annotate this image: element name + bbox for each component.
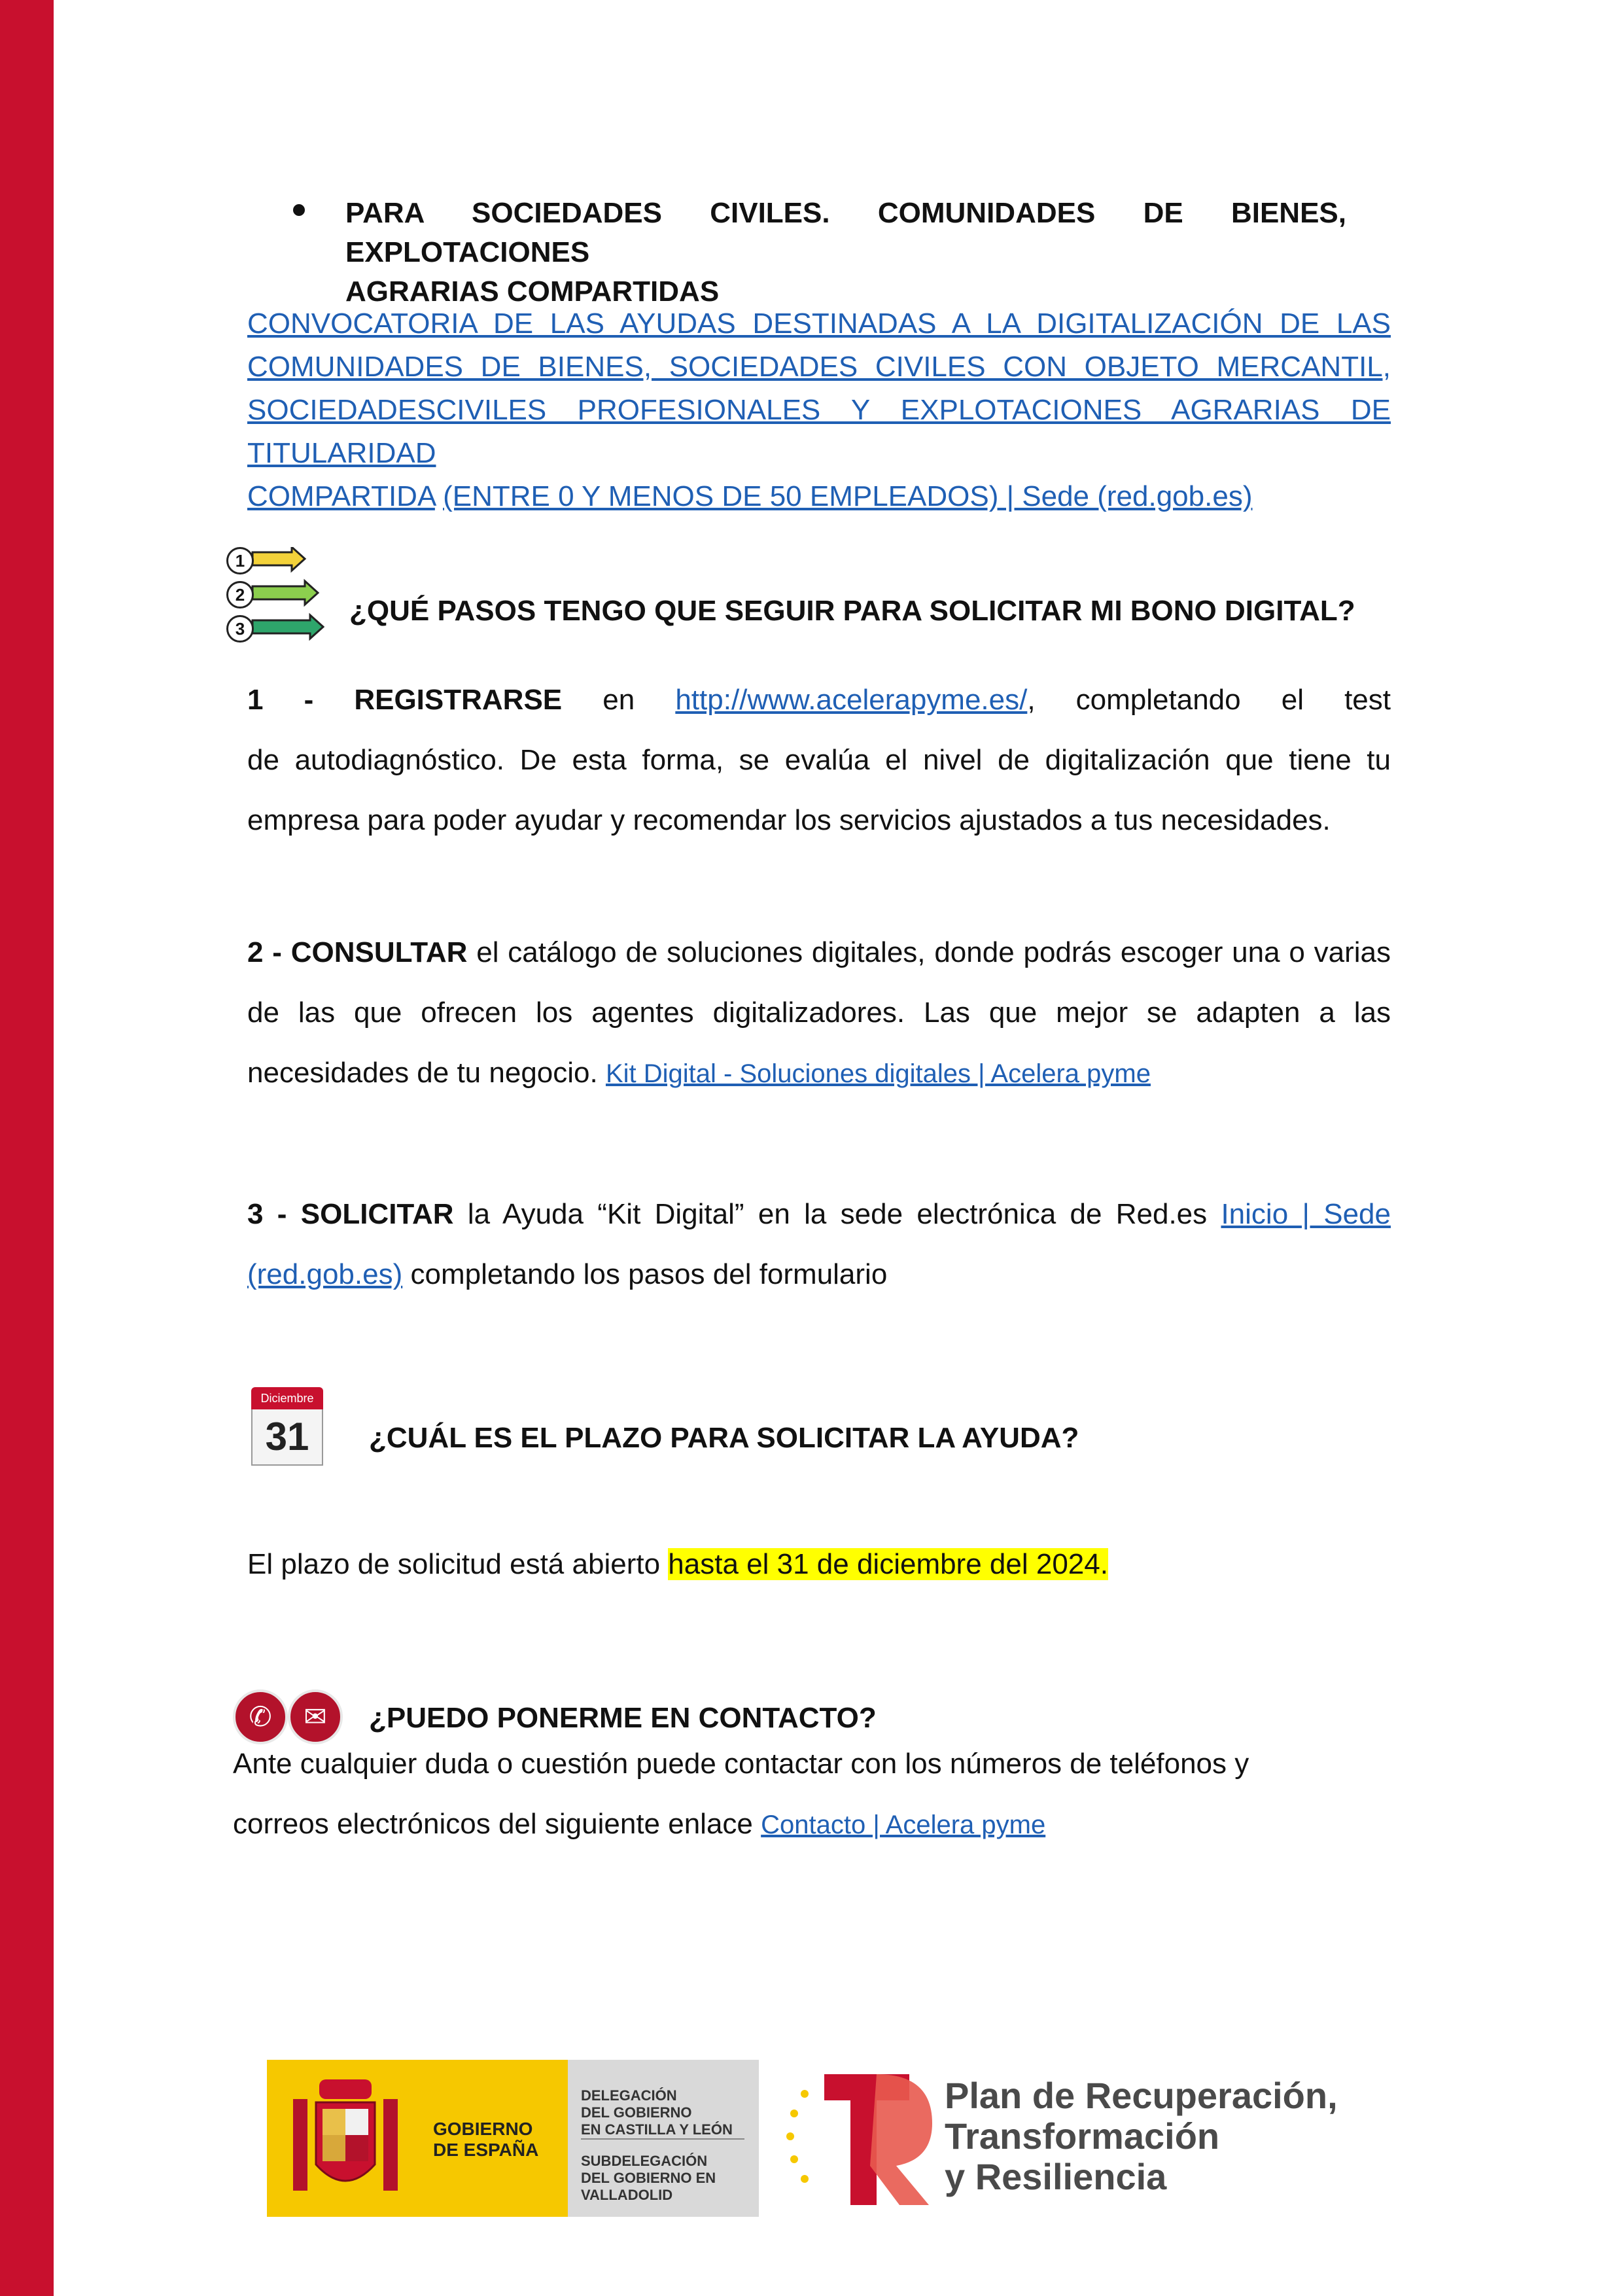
steps-icon [226,547,324,652]
step1-text-a: en [602,684,635,716]
bullet-heading-line1: PARA SOCIEDADES CIVILES. COMUNIDADES DE BIENES, EXPLOTACIONES [345,197,1346,268]
gobierno-espana-text [433,2119,538,2161]
contacto-acelera-pyme-link[interactable]: Contacto | Acelera pyme [761,1810,1046,1839]
bullet-heading-line2: AGRARIAS COMPARTIDAS [345,275,720,308]
gobierno-line1: GOBIERNO [433,2119,533,2139]
step-number-1: 1 [226,547,254,574]
contact-line2-text: correos electrónicos del siguiente enlace [233,1808,753,1840]
subdelegacion-line2: DEL GOBIERNO EN [581,2170,716,2186]
kit-digital-soluciones-link[interactable]: Kit Digital - Soluciones digitales | Acelera pyme [605,1059,1151,1088]
step3-paragraph [247,1184,1391,1305]
delegacion-text [581,2087,733,2138]
contact-line1: Ante cualquier duda o cuestión puede contactar con los números de teléfonos y [233,1748,1249,1780]
coat-of-arms-icon [293,2073,398,2204]
contact-line2 [233,1794,1391,1855]
deadline-text: El plazo de solicitud está abierto [247,1548,661,1580]
delegacion-line3: EN CASTILLA Y LEÓN [581,2121,733,2138]
subdelegacion-line1: SUBDELEGACIÓN [581,2153,708,2169]
step3-line1 [247,1184,1391,1245]
step1-text-b: , completando el test [1027,684,1391,716]
delegacion-line2: DEL GOBIERNO [581,2104,692,2121]
plan-line2: Transformación [945,2115,1220,2157]
step1-line2: de autodiagnóstico. De esta forma, se evalúa el nivel de digitalización que tiene tu [247,744,1391,776]
step2-line3-text: necesidades de tu negocio. [247,1057,598,1089]
step3-line1-rest: la Ayuda “Kit Digital” en la sede electrónica de Red.es [467,1198,1208,1230]
step2-line3 [247,1043,1391,1104]
step2-line1-rest: el catálogo de soluciones digitales, donde podrás escoger una o varias [476,936,1391,968]
sede-red-gob-link[interactable]: (red.gob.es) [247,1258,403,1290]
step1-label: 1 - REGISTRARSE [247,684,563,716]
delegacion-logo [568,2060,759,2217]
red-side-bar [0,0,54,2296]
prtr-logo [778,2068,935,2212]
calendar-icon [251,1387,323,1466]
convocatoria-link-line4[interactable] [247,475,1391,518]
convocatoria-link-block[interactable] [247,302,1391,518]
delegacion-divider [581,2138,744,2140]
phone-icon: ✆ [233,1689,288,1744]
calendar-month: Diciembre [251,1387,323,1409]
delegacion-line1: DELEGACIÓN [581,2087,677,2104]
plan-recuperacion-text [945,2075,1338,2197]
convocatoria-link-line1[interactable]: CONVOCATORIA DE LAS AYUDAS DESTINADAS A LA DIGITALIZACIÓN DE LAS [247,308,1391,340]
subdelegacion-text [581,2153,716,2204]
step2-label: 2 - CONSULTAR [247,936,468,968]
convocatoria-link-line3[interactable]: SOCIEDADESCIVILES PROFESIONALES Y EXPLOTACIONES AGRARIAS DE TITULARIDAD [247,394,1391,469]
step-number-3: 3 [226,615,254,643]
step-number-2: 2 [226,581,254,609]
calendar-day: 31 [251,1409,323,1466]
steps-heading: ¿QUÉ PASOS TENGO QUE SEGUIR PARA SOLICITAR MI BONO DIGITAL? [349,595,1355,627]
deadline-highlight: hasta el 31 de diciembre del 2024. [668,1548,1108,1580]
deadline-heading: ¿CUÁL ES EL PLAZO PARA SOLICITAR LA AYUDA? [369,1422,1079,1454]
step3-line2-rest: completando los pasos del formulario [410,1258,888,1290]
bullet-heading [345,194,1346,311]
step2-line2: de las que ofrecen los agentes digitalizadores. Las que mejor se adapten a las [247,997,1391,1029]
deadline-paragraph [247,1543,1391,1586]
step1-paragraph [247,670,1391,851]
prtr-logo-icon [778,2068,935,2212]
step1-line1 [247,670,1391,730]
subdelegacion-line3: VALLADOLID [581,2187,673,2203]
gobierno-espana-logo [267,2060,568,2217]
step3-label: 3 - SOLICITAR [247,1198,454,1230]
step1-line3: empresa para poder ayudar y recomendar los servicios ajustados a tus necesidades. [247,804,1331,836]
step3-line2 [247,1245,1391,1305]
plan-line3: y Resiliencia [945,2156,1167,2197]
convocatoria-link-sede[interactable]: (ENTRE 0 Y MENOS DE 50 EMPLEADOS) | Sede (red.gob.es) [443,480,1253,512]
contact-paragraph [233,1734,1391,1855]
step2-line1 [247,923,1391,983]
contact-heading: ¿PUEDO PONERME EN CONTACTO? [369,1702,877,1734]
acelerapyme-link[interactable]: http://www.acelerapyme.es/ [675,684,1028,716]
gobierno-line2: DE ESPAÑA [433,2140,539,2160]
convocatoria-link-line2[interactable]: COMUNIDADES DE BIENES, SOCIEDADES CIVILES CON OBJETO MERCANTIL, [247,351,1391,383]
bullet-dot [293,204,305,216]
convocatoria-link-compartida[interactable]: COMPARTIDA [247,480,435,512]
sede-inicio-link[interactable]: Inicio | Sede [1221,1198,1391,1230]
step2-paragraph [247,923,1391,1104]
plan-line1: Plan de Recuperación, [945,2075,1338,2116]
mail-icon: ✉ [288,1689,343,1744]
